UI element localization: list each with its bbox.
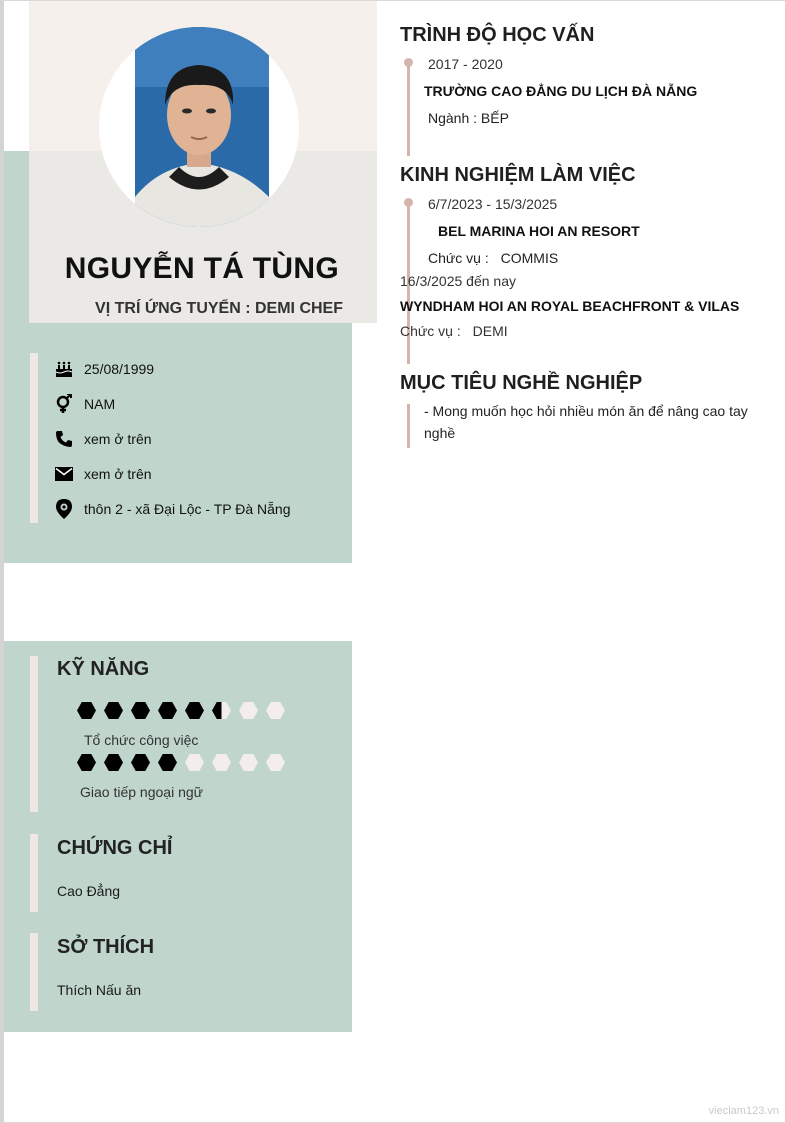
education-school: TRƯỜNG CAO ĐẲNG DU LỊCH ĐÀ NẴNG <box>424 83 698 99</box>
rating-hex <box>212 702 231 719</box>
mail-icon <box>54 464 74 484</box>
education-major: Ngành : BẾP <box>428 110 509 126</box>
birthday-value: 25/08/1999 <box>84 361 155 377</box>
contact-gender <box>54 392 115 416</box>
job-2-role <box>400 323 508 339</box>
contact-birthday <box>54 357 154 381</box>
contact-address <box>54 497 290 521</box>
phone-icon <box>54 429 74 449</box>
skill-rating-1 <box>77 702 285 719</box>
applied-position: VỊ TRÍ ỨNG TUYỂN : DEMI CHEF <box>95 300 343 317</box>
hobbies-title: SỞ THÍCH <box>57 936 155 958</box>
candidate-name: NGUYỄN TÁ TÙNG <box>64 252 339 285</box>
education-timeline <box>407 60 410 156</box>
rating-hex <box>77 754 96 771</box>
job-1-role-value: COMMIS <box>500 250 559 266</box>
job-2-company: WYNDHAM HOI AN ROYAL BEACHFRONT & VILAS <box>400 298 740 314</box>
rating-hex <box>239 702 258 719</box>
job-1-company: BEL MARINA HOI AN RESORT <box>438 223 640 239</box>
contact-accent-bar <box>30 353 38 523</box>
contact-email <box>54 462 152 486</box>
rating-hex <box>104 702 123 719</box>
job-1-period: 6/7/2023 - 15/3/2025 <box>428 196 558 212</box>
job-2-role-value: DEMI <box>472 323 508 339</box>
skills-title: KỸ NĂNG <box>57 658 150 680</box>
rating-hex <box>158 702 177 719</box>
rating-hex <box>158 754 177 771</box>
watermark: vieclam123.vn <box>708 1105 779 1117</box>
experience-title: KINH NGHIỆM LÀM VIỆC <box>400 164 636 186</box>
rating-hex <box>185 702 204 719</box>
phone-value: xem ở trên <box>84 431 152 447</box>
gender-icon <box>54 394 74 414</box>
timeline-dot <box>404 58 413 67</box>
skill-rating-2 <box>77 754 285 771</box>
objective-timeline <box>407 404 410 448</box>
skill-label-2: Giao tiếp ngoại ngữ <box>80 784 204 800</box>
email-value: xem ở trên <box>84 466 152 482</box>
gender-value: NAM <box>84 396 116 412</box>
education-period: 2017 - 2020 <box>428 56 503 72</box>
skills-accent-bar <box>30 656 38 812</box>
rating-hex <box>212 754 231 771</box>
rating-hex <box>185 754 204 771</box>
hobbies-accent-bar <box>30 933 38 1011</box>
rating-hex <box>239 754 258 771</box>
job-2-role-label: Chức vụ : <box>400 323 461 339</box>
rating-hex <box>131 702 150 719</box>
certificates-title: CHỨNG CHỈ <box>57 837 173 859</box>
cake-icon <box>54 359 74 379</box>
job-1-role-label: Chức vụ : <box>428 250 489 266</box>
timeline-dot <box>404 198 413 207</box>
avatar-photo <box>99 27 299 227</box>
skill-label-1: Tổ chức công việc <box>84 732 199 748</box>
education-title: TRÌNH ĐỘ HỌC VẤN <box>400 24 595 46</box>
rating-hex <box>104 754 123 771</box>
address-value: thôn 2 - xã Đại Lộc - TP Đà Nẵng <box>84 501 291 517</box>
objective-text: - Mong muốn học hỏi nhiều món ăn để nâng cao tay nghề <box>424 403 748 441</box>
rating-hex <box>77 702 96 719</box>
objective-title: MỤC TIÊU NGHỀ NGHIỆP <box>400 372 643 394</box>
avatar <box>99 27 299 227</box>
rating-hex <box>266 754 285 771</box>
location-icon <box>54 499 74 519</box>
rating-hex <box>131 754 150 771</box>
job-2-period: 16/3/2025 đến nay <box>400 273 516 289</box>
certificates-accent-bar <box>30 834 38 912</box>
hobbies-text: Thích Nấu ăn <box>57 982 142 998</box>
certificates-text: Cao Đẳng <box>57 883 121 899</box>
job-1-role <box>428 250 558 266</box>
rating-hex <box>266 702 285 719</box>
contact-phone <box>54 427 152 451</box>
